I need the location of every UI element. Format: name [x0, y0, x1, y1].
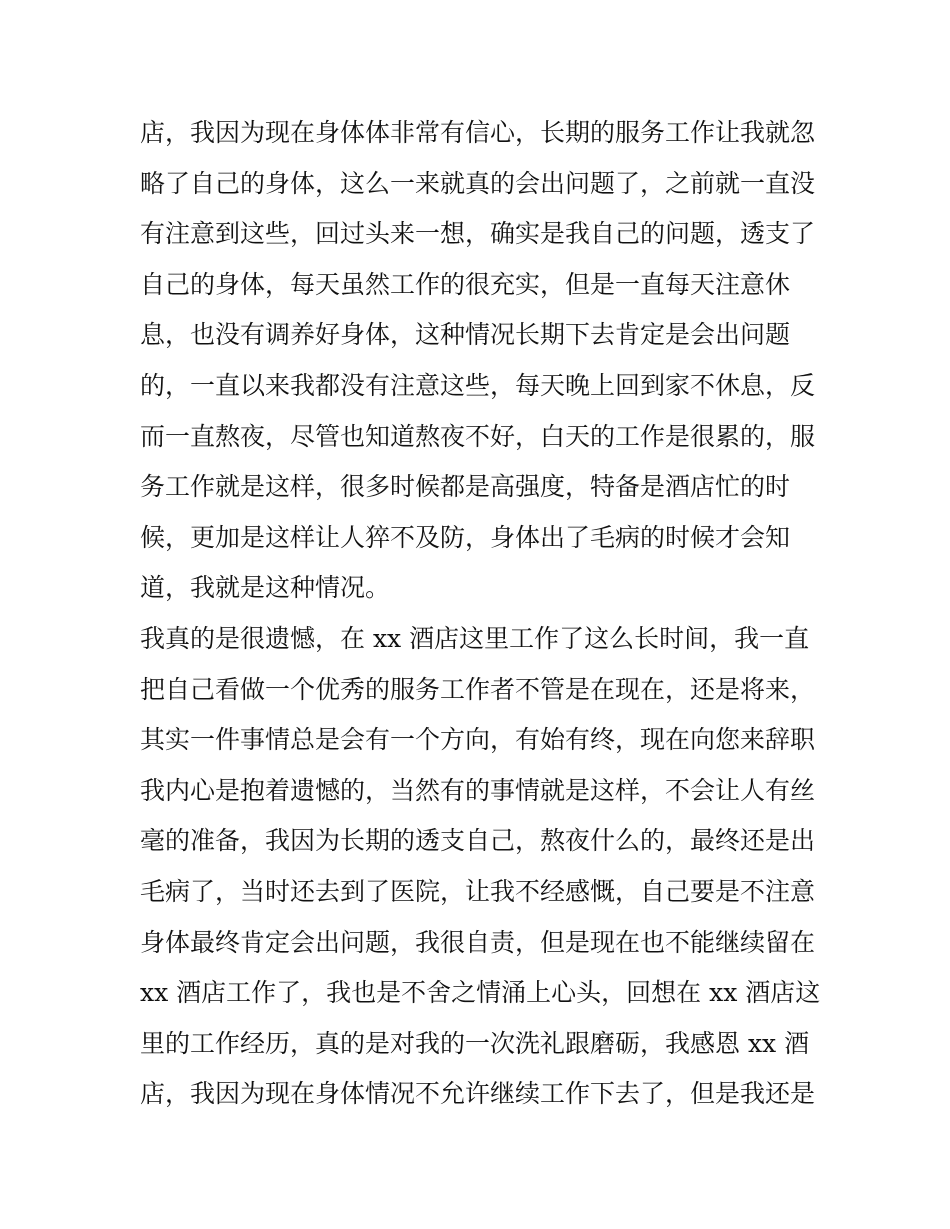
- text-line: 有注意到这些，回过头来一想，确实是我自己的问题，透支了: [140, 219, 816, 249]
- text-line: 毛病了，当时还去到了医院，让我不经感慨，自己要是不注意: [140, 876, 816, 906]
- text-line: 毫的准备，我因为长期的透支自己，熬夜什么的，最终还是出: [140, 826, 816, 856]
- text-line: 里的工作经历，真的是对我的一次洗礼跟磨砺，我感恩 xx 酒: [140, 1028, 810, 1058]
- text-line: 店，我因为现在身体体非常有信心，长期的服务工作让我就忽: [140, 118, 816, 147]
- text-line: xx 酒店工作了，我也是不舍之情涌上心头，回想在 xx 酒店这: [140, 978, 821, 1008]
- text-line: 店，我因为现在身体情况不允许继续工作下去了，但是我还是: [140, 1079, 816, 1109]
- text-line: 的，一直以来我都没有注意这些，每天晚上回到家不休息，反: [140, 370, 816, 400]
- text-line: 自己的身体，每天虽然工作的很充实，但是一直每天注意休: [140, 269, 791, 299]
- text-line: 候，更加是这样让人猝不及防，身体出了毛病的时候才会知: [140, 522, 791, 552]
- text-line: 务工作就是这样，很多时候都是高强度，特备是酒店忙的时: [140, 472, 791, 502]
- body-text: [140, 108, 840, 1120]
- text-line: 略了自己的身体，这么一来就真的会出问题了，之前就一直没: [140, 168, 816, 198]
- text-line: 其实一件事情总是会有一个方向，有始有终，现在向您来辞职: [140, 725, 816, 755]
- text-line: 把自己看做一个优秀的服务工作者不管是在现在，还是将来，: [140, 674, 816, 704]
- text-line: 身体最终肯定会出问题，我很自责，但是现在也不能继续留在: [140, 927, 816, 957]
- text-line: 我真的是很遗憾，在 xx 酒店这里工作了这么长时间，我一直: [140, 623, 810, 653]
- text-line: 而一直熬夜，尽管也知道熬夜不好，白天的工作是很累的，服: [140, 421, 816, 451]
- text-line: 我内心是抱着遗憾的，当然有的事情就是这样，不会让人有丝: [140, 775, 816, 805]
- text-line: 道，我就是这种情况。: [140, 573, 391, 603]
- text-line: 息，也没有调养好身体，这种情况长期下去肯定是会出问题: [140, 320, 791, 350]
